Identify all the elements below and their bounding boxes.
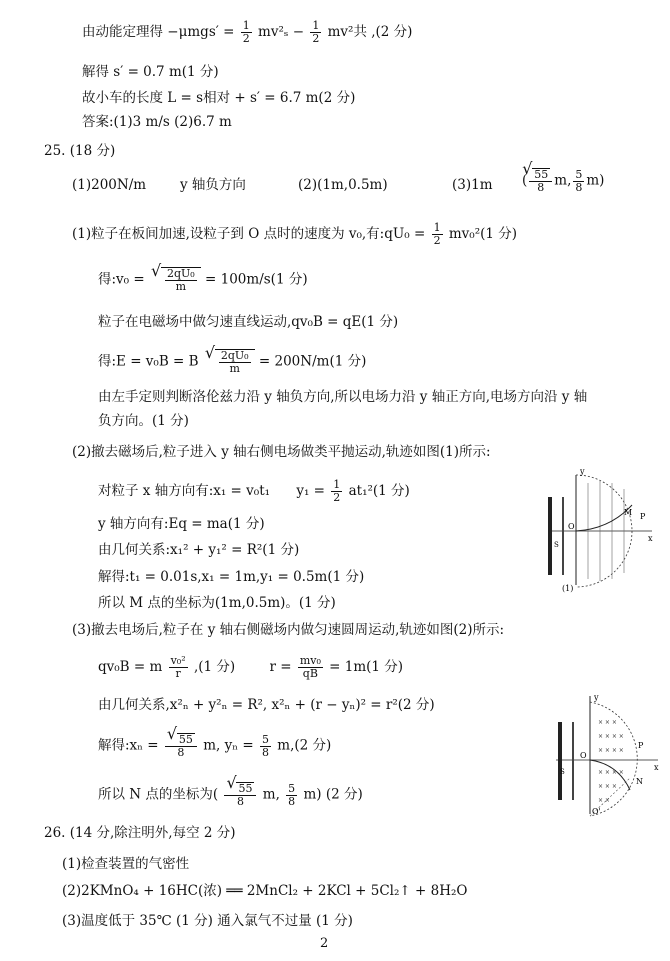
question-26-heading: 26. (14 分,除注明外,每空 2 分) [44,825,236,841]
svg-text:O: O [568,522,575,531]
fraction: $\frac{5}{8}$ [261,732,269,759]
fraction: $\frac{5}{8}$ [575,167,583,194]
v0-result-line: 得:v₀ = √ $\frac{\text{2qU₀}}{m}$ = 100m/s(1 分) [98,267,308,293]
fraction: $\frac{1}{2}$ [433,221,441,247]
m-point-line: 所以 M 点的坐标为(1m,0.5m)。(1 分) [98,595,336,611]
fraction: √ $\frac{55}{8}$ [165,733,197,759]
svg-text:(1): (1) [562,584,574,593]
part2-intro: (2)撤去磁场后,粒子进入 y 轴右侧电场做类平抛运动,轨迹如图(1)所示: [72,444,491,460]
q25-answer-1: (1)200N/m [72,177,147,193]
uniform-motion-line: 粒子在电磁场中做匀速直线运动,qv₀B = qE(1 分) [98,314,399,330]
fraction: $\frac{5}{8}$ [288,781,296,808]
part1-velocity-line: (1)粒子在板间加速,设粒子到 O 点时的速度为 v₀,有:qU₀ = $\frac{1}{2}$ mv₀²(1 分) [72,221,518,247]
fraction: $\frac{\text{mv₀}}{qB}$ [299,654,321,680]
svg-text:× × ×: × × × [598,783,617,790]
trajectory-figure-2 [546,692,662,818]
solve-line-2: 解得:xₙ = √ $\frac{55}{8}$ m, yₙ = $\frac{5}{8}$ m,(2 分) [98,733,331,759]
n-point-line: 所以 N 点的坐标为( √ $\frac{55}{8}$ m, $\frac{5}{8}$ m) (2 分) [98,782,363,808]
text: −μmgs′ = [167,24,235,40]
q26-answer-2: (2)2KMnO₄ + 16HC(浓) ══ 2MnCl₂ + 2KCl + 5Cl₂↑ + 8H₂O [62,883,468,899]
lorentz-line: 由左手定则判断洛伦兹力沿 y 轴负方向,所以电场力沿 y 轴正方向,电场方向沿 y 轴 [98,389,588,405]
cart-length-line: 故小车的长度 L = s相对 + s′ = 6.7 m(2 分) [82,90,356,106]
page-number: 2 [320,936,329,951]
q26-answer-1: (1)检查装置的气密性 [62,856,190,872]
question-25-heading: 25. (18 分) [44,143,116,159]
q25-answer-coords: ( √ $\frac{55}{8}$ m, $\frac{5}{8}$ m) [522,168,604,194]
fraction: √ $\frac{\text{2qU₀}}{m}$ [220,349,249,375]
energy-theorem-line [82,20,412,45]
svg-text:S: S [554,541,559,549]
text: mv²共 ,(2 分) [327,24,413,40]
svg-text:M: M [624,508,633,517]
svg-text:× × ×: × × × [598,719,617,726]
svg-text:P: P [638,741,644,750]
svg-text:x: x [648,534,653,543]
solve-s-line: 解得 s′ = 0.7 m(1 分) [82,64,219,80]
e-field-result-line: 得:E = v₀B = B √ $\frac{\text{2qU₀}}{m}$ = 200N/m(1 分) [98,349,366,375]
x-direction-line: 对粒子 x 轴方向有:x₁ = v₀t₁ y₁ = $\frac{1}{2}$ at₁²(1 分) [98,478,410,504]
fraction: √ $\frac{55}{8}$ [529,168,552,194]
solve-line-1: 解得:t₁ = 0.01s,x₁ = 1m,y₁ = 0.5m(1 分) [98,569,365,585]
fraction: $\frac{1}{2}$ [242,19,250,45]
y-direction-line: y 轴方向有:Eq = ma(1 分) [98,516,265,532]
answer-line: 答案:(1)3 m/s (2)6.7 m [82,114,232,130]
svg-text:N: N [636,777,643,786]
fraction: $\frac{1}{2}$ [333,478,341,504]
fraction: $\frac{\text{v₀²}}{r}$ [170,654,186,680]
q25-answer-2: (2)(1m,0.5m) [298,177,388,193]
text: 由动能定理得 [82,24,163,40]
svg-text:× × × ×: × × × × [598,747,624,754]
part3-intro: (3)撤去电场后,粒子在 y 轴右侧磁场内做匀速圆周运动,轨迹如图(2)所示: [72,622,505,638]
geometry-line-2: 由几何关系,x²ₙ + y²ₙ = R², x²ₙ + (r − yₙ)² = r²(2 分) [98,697,435,713]
svg-text:O': O' [592,807,601,816]
geometry-line-1: 由几何关系:x₁² + y₁² = R²(1 分) [98,542,300,558]
q25-answer-direction: y 轴负方向 [180,177,246,193]
fraction: √ $\frac{55}{8}$ [224,782,256,808]
svg-text:x: x [654,763,659,772]
q25-answer-3: (3)1m [452,177,493,193]
text: mv²ₛ − [258,24,305,40]
svg-text:P: P [640,512,646,521]
fraction: $\frac{1}{2}$ [312,19,320,45]
svg-text:× × × ×: × × × × [598,769,624,776]
svg-text:S: S [560,768,565,776]
svg-text:y: y [594,693,599,702]
fraction: √ $\frac{\text{2qU₀}}{m}$ [167,267,195,293]
svg-text:× ×: × × [598,797,610,804]
sqrt [161,267,201,293]
trajectory-figure-1 [540,467,658,595]
sqrt [215,349,255,375]
circular-motion-line: qv₀B = m $\frac{\text{v₀²}}{r}$ ,(1 分) r = $\frac{\text{mv₀}}{qB}$ = 1m(1 分) [98,654,404,680]
q26-answer-3: (3)温度低于 35℃ (1 分) 通入氯气不过量 (1 分) [62,913,353,929]
lorentz-line-cont: 负方向。(1 分) [98,413,189,429]
svg-text:y: y [580,467,585,476]
svg-text:O: O [580,751,587,760]
svg-text:× × × ×: × × × × [598,733,624,740]
